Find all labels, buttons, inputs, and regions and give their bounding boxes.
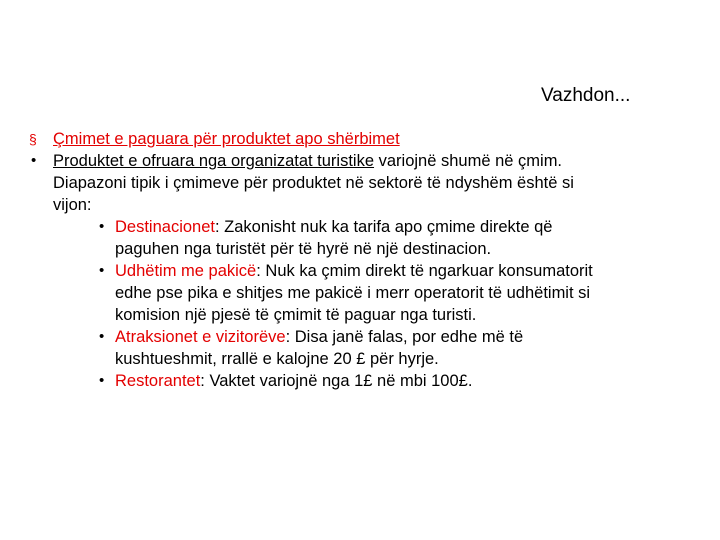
sub-bullet-destinacionet [0, 216, 720, 260]
bullet-icon: • [99, 328, 105, 345]
heading-bullet-text: Çmimet e paguara për produktet apo shërbimet [53, 130, 400, 148]
heading-bullet-row [0, 128, 720, 150]
sub-bullet-text [115, 260, 685, 326]
sub-bullet-line: kushtueshmit, rrallë e kalojne 20 £ për hyrje. [115, 350, 439, 368]
intro-line-1 [53, 150, 668, 172]
sub-bullet-text [115, 216, 685, 260]
sub-bullet-restorantet [0, 370, 720, 392]
sub-bullet-term: Atraksionet e vizitorëve [115, 328, 286, 346]
bullet-icon: • [99, 372, 105, 389]
sub-bullet-line-text: : Zakonisht nuk ka tarifa apo çmime direkte që [214, 218, 553, 236]
sub-bullet-line: edhe pse pika e shitjes me pakicë i merr operatorit të udhëtimit si [115, 284, 591, 302]
sub-bullet-line [115, 326, 685, 348]
sub-bullet-term: Restorantet [115, 372, 201, 390]
intro-line-2: Diapazoni tipik i çmimeve për produktet në sektorë të ndyshëm është si [53, 174, 574, 192]
sub-bullet-udhetim-me-pakice [0, 260, 720, 326]
sub-bullet-text [115, 370, 685, 392]
slide-content [0, 128, 720, 392]
sub-bullet-line [115, 370, 685, 392]
sub-bullet-line [115, 216, 685, 238]
sub-bullet-line-text: : Nuk ka çmim direkt të ngarkuar konsumatorit [256, 262, 593, 280]
sub-bullet-line [115, 260, 685, 282]
section-marker-icon: § [29, 131, 37, 147]
sub-bullet-line: paguhen nga turistët për të hyrë në një destinacion. [115, 240, 492, 258]
intro-bullet-row [0, 150, 720, 216]
intro-underlined-term: Produktet e ofruara nga organizatat turistike [53, 152, 375, 170]
sub-bullet-atraksionet [0, 326, 720, 370]
intro-line-3: vijon: [53, 196, 92, 214]
slide-title: Vazhdon... [541, 85, 631, 106]
bullet-icon: • [99, 262, 105, 279]
heading-bullet-text-wrap [53, 128, 668, 150]
bullet-icon: • [99, 218, 105, 235]
sub-bullet-term: Destinacionet [115, 218, 215, 236]
intro-line-1-rest: variojnë shumë në çmim. [374, 152, 563, 170]
intro-bullet-text [53, 150, 668, 216]
bullet-icon: • [31, 152, 37, 169]
sub-bullet-term: Udhëtim me pakicë [115, 262, 257, 280]
sub-bullet-line-text: : Disa janë falas, por edhe më të [285, 328, 524, 346]
sub-bullet-line: komision një pjesë të çmimit të paguar nga turisti. [115, 306, 477, 324]
sub-bullet-line-text: : Vaktet variojnë nga 1£ në mbi 100£. [200, 372, 473, 390]
sub-bullet-text [115, 326, 685, 370]
